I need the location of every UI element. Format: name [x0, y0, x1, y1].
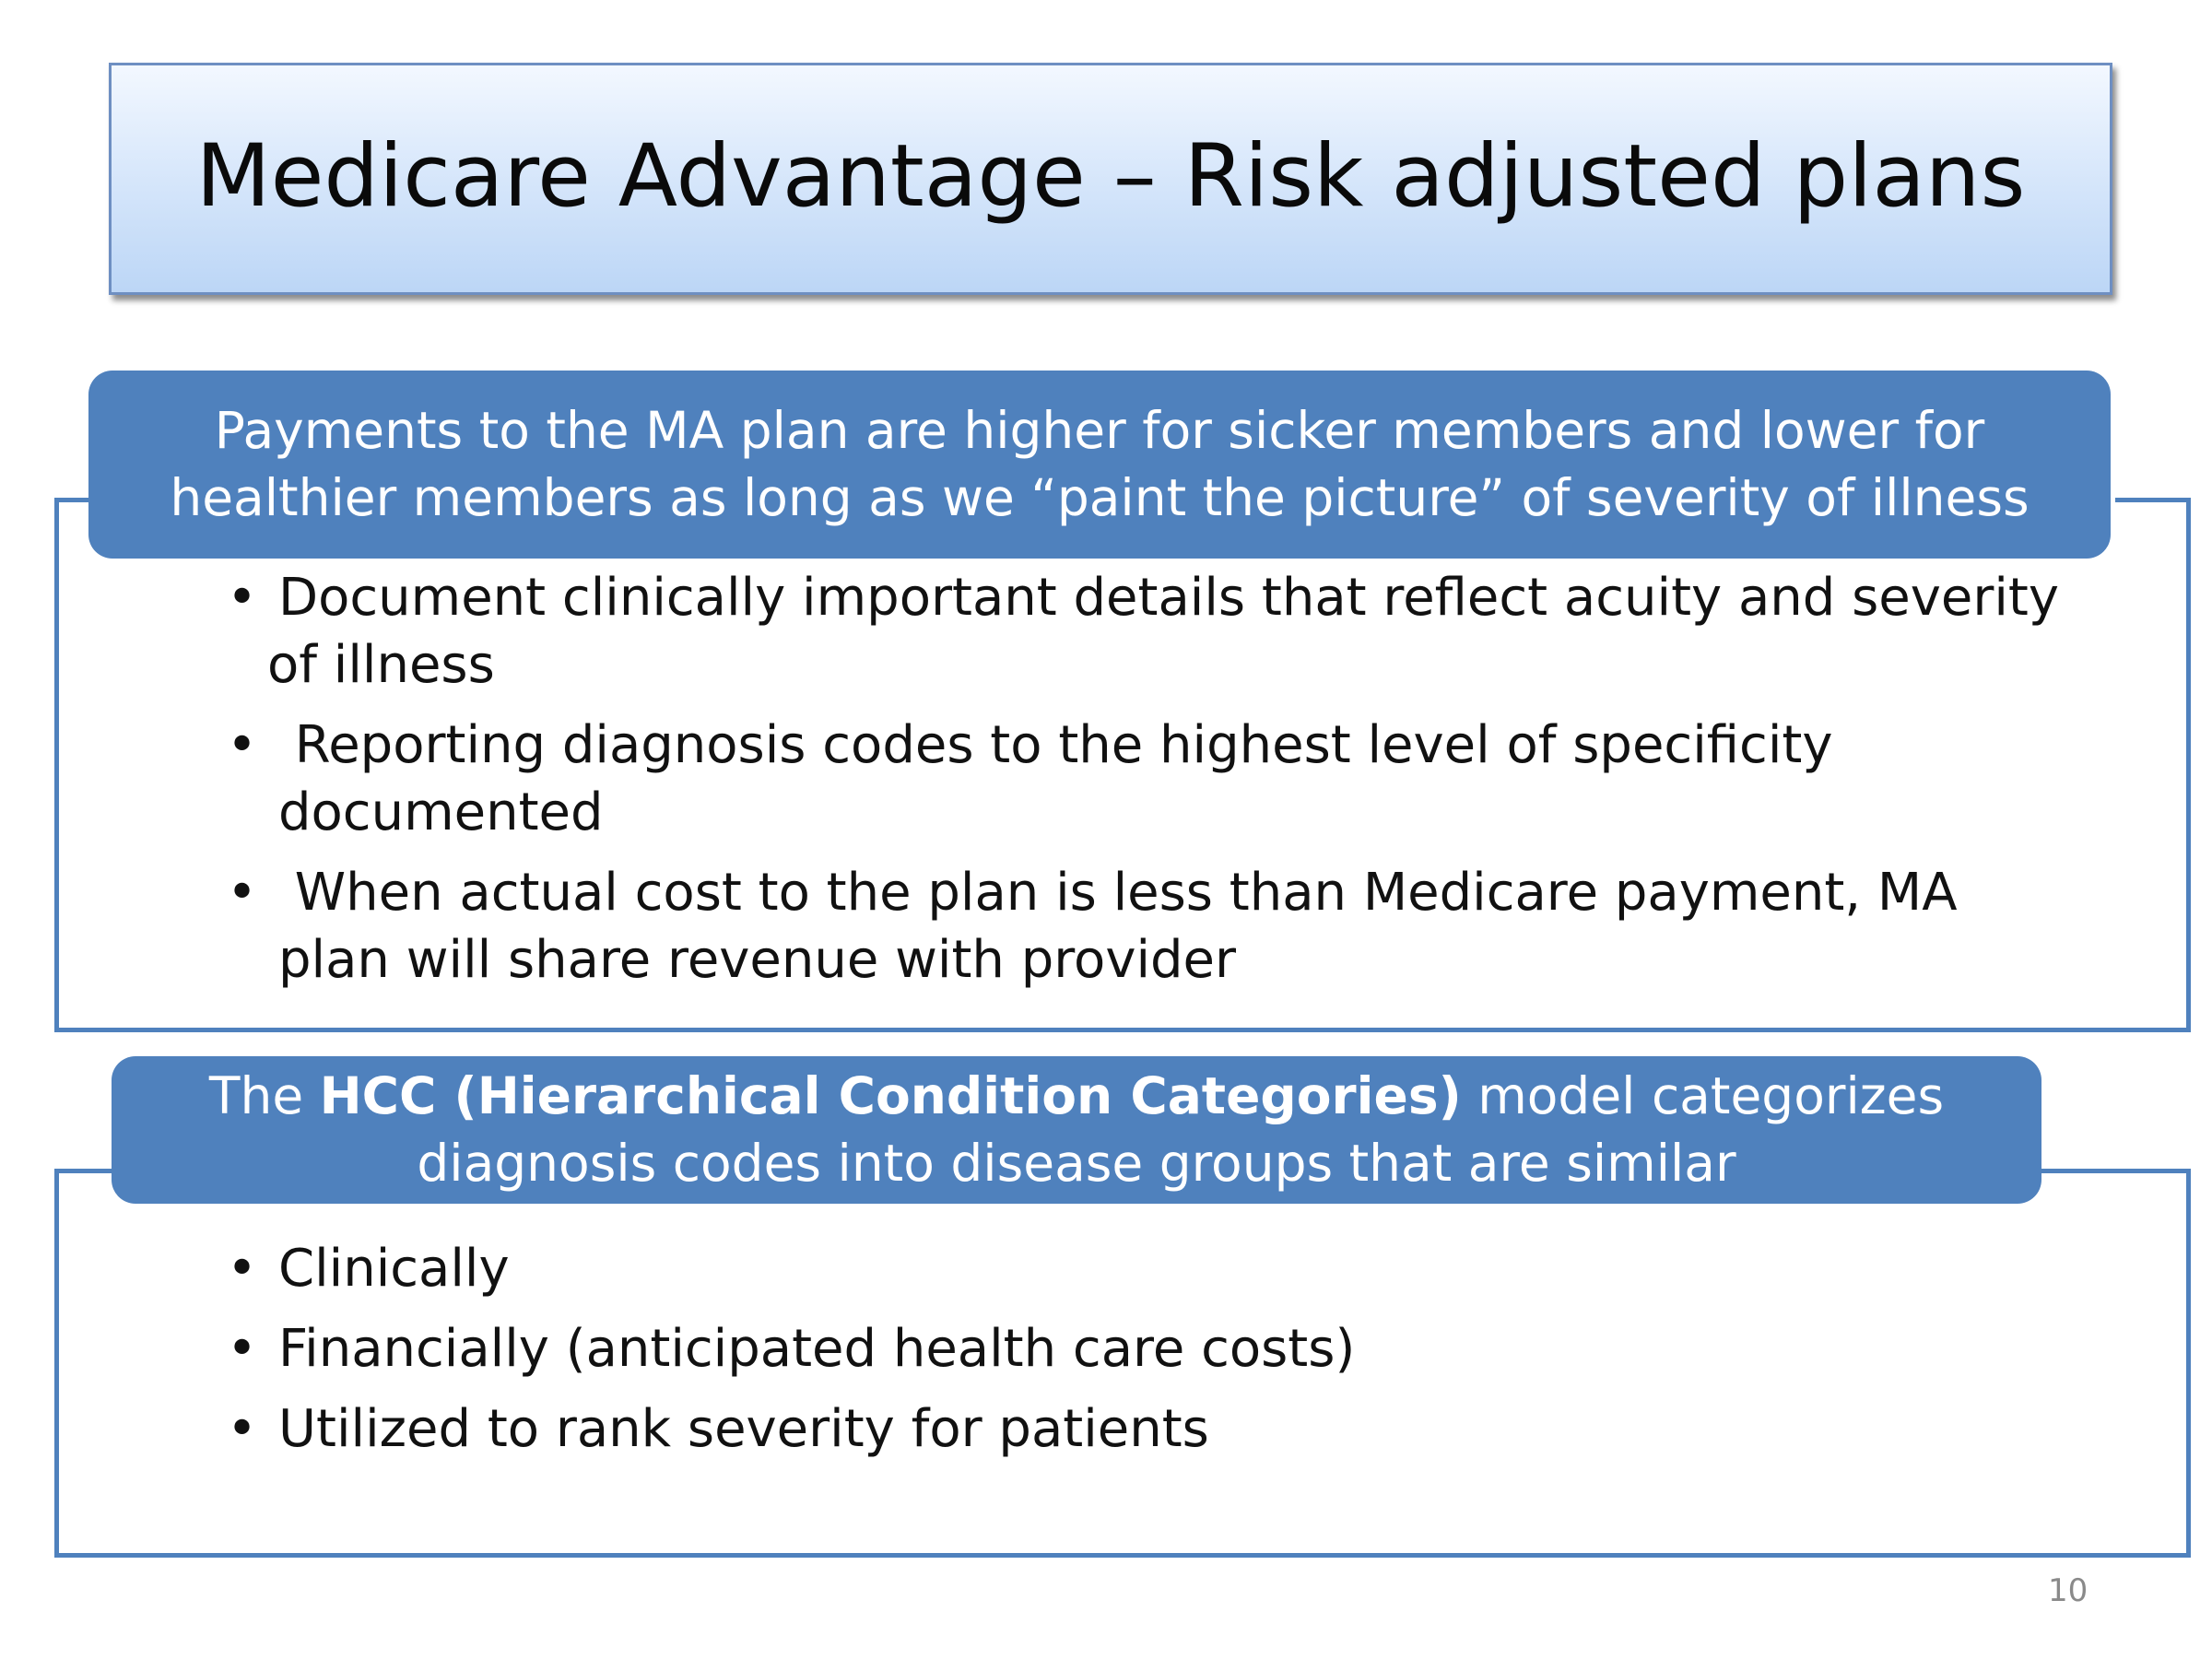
bullet-icon: • [227, 568, 258, 628]
list-item [221, 1315, 1972, 1382]
hcc-term: HCC (Hierarchical Condition Categories) [319, 1066, 1462, 1125]
section-1-header [88, 371, 2111, 559]
section-2-header-line-1 [209, 1063, 1944, 1130]
list-item [221, 1235, 1972, 1302]
section-1-header-line-1: Payments to the MA plan are higher for sicker members and lower for [214, 401, 1985, 460]
list-item [221, 712, 2065, 846]
list-item [221, 564, 2065, 699]
bullet-icon: • [227, 1319, 258, 1379]
bullet-3-line-2: plan will share revenue with provider [278, 930, 1237, 990]
section-1-frame-top-right [2115, 498, 2191, 502]
section-1-bullet-list [221, 564, 2065, 1006]
list-item [221, 1395, 1972, 1463]
bullet-icon: • [227, 863, 258, 923]
bullet-icon: • [227, 1399, 258, 1459]
bullet-icon: • [227, 715, 258, 775]
section-2-header-suffix: model categorizes [1461, 1066, 1945, 1125]
bullet-2-line-1: Reporting diagnosis codes to the highest level of specificity [278, 715, 1833, 775]
section-2-frame-top-right [2041, 1169, 2191, 1173]
hcc-bullet-1: Clinically [278, 1239, 510, 1299]
title-box [109, 63, 2112, 295]
page-number: 10 [2048, 1572, 2088, 1609]
slide-title: Medicare Advantage – Risk adjusted plans [195, 125, 2026, 227]
bullet-icon: • [227, 1239, 258, 1299]
hcc-bullet-3: Utilized to rank severity for patients [278, 1399, 1209, 1459]
section-2-frame-top-left [54, 1169, 113, 1173]
section-1-header-line-2: healthier members as long as we “paint the picture” of severity of illness [170, 468, 2030, 527]
section-2-header-line-2: diagnosis codes into disease groups that are similar [417, 1134, 1736, 1193]
bullet-1-line-2: of illness [267, 635, 495, 695]
bullet-2-line-2: documented [278, 782, 604, 842]
section-2-header [112, 1056, 2041, 1204]
list-item [221, 859, 2065, 994]
section-2-header-prefix: The [208, 1066, 320, 1125]
section-1-frame-top-left [54, 498, 89, 502]
bullet-1-line-1: Document clinically important details that reflect acuity and severity [278, 568, 2060, 628]
section-2-bullet-list [221, 1235, 1972, 1476]
bullet-3-line-1: When actual cost to the plan is less than Medicare payment, MA [278, 863, 1958, 923]
hcc-bullet-2: Financially (anticipated health care costs) [278, 1319, 1356, 1379]
